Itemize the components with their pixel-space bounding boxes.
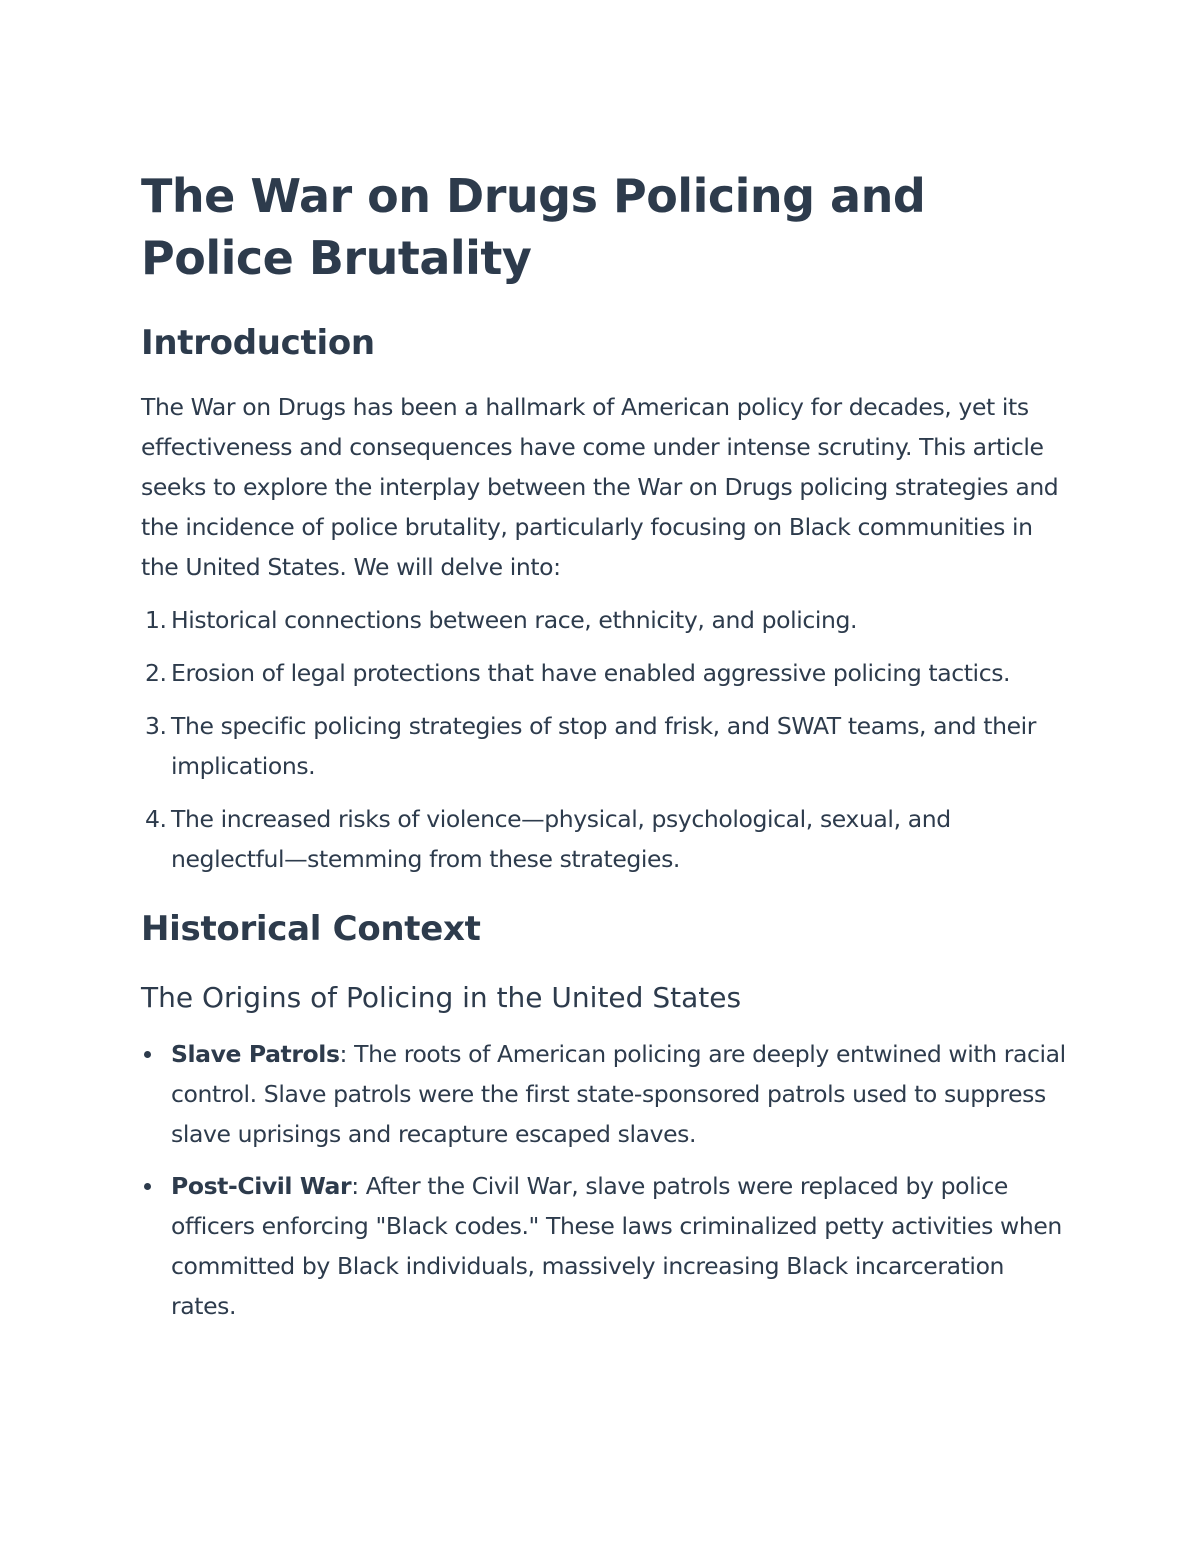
list-item-text: Historical connections between race, ethnicity, and policing. bbox=[171, 606, 858, 634]
list-number: 1. bbox=[145, 606, 167, 634]
list-item-text: The increased risks of violence—physical, psychological, sexual, and neglectful—stemming from these strategies. bbox=[171, 805, 951, 873]
historical-context-heading: Historical Context bbox=[141, 909, 481, 949]
list-item bbox=[141, 1034, 1070, 1154]
list-number: 4. bbox=[145, 805, 167, 833]
list-item-text: The specific policing strategies of stop and frisk, and SWAT teams, and their implications. bbox=[171, 712, 1037, 780]
list-number: 3. bbox=[145, 712, 167, 740]
bullet-term: Slave Patrols bbox=[171, 1040, 340, 1068]
introduction-numbered-list bbox=[141, 600, 1070, 879]
bullet-text: : After the Civil War, slave patrols were replaced by police officers enforcing "Black codes." These laws criminalized petty activities when committed by Black individuals, massively increasing Black incarceration rates. bbox=[171, 1172, 1062, 1320]
bullet-text: : The roots of American policing are deeply entwined with racial control. Slave patrols were the first state-sponsored patrols used to suppress slave uprisings and recapture escaped slaves. bbox=[171, 1040, 1066, 1148]
list-item-text: Erosion of legal protections that have enabled aggressive policing tactics. bbox=[171, 659, 1011, 687]
list-item bbox=[141, 1166, 1070, 1326]
origins-subheading: The Origins of Policing in the United States bbox=[141, 981, 742, 1014]
list-item bbox=[141, 653, 1070, 693]
introduction-heading: Introduction bbox=[141, 323, 375, 363]
list-item bbox=[141, 706, 1070, 786]
bullet-term: Post-Civil War bbox=[171, 1172, 352, 1200]
page-title: The War on Drugs Policing and Police Brutality bbox=[141, 169, 926, 285]
historical-bullet-list bbox=[141, 1034, 1070, 1326]
introduction-paragraph: The War on Drugs has been a hallmark of American policy for decades, yet its effectiveness and consequences have come under intense scrutiny. This article seeks to explore the interplay between the War on Drugs policing strategies and the incidence of police brutality, particularly focusing on Black communities in the United States. We will delve into: bbox=[141, 393, 1059, 581]
list-item bbox=[141, 799, 1070, 879]
bullet-dot-icon bbox=[144, 1051, 151, 1058]
list-item bbox=[141, 600, 1070, 640]
list-number: 2. bbox=[145, 659, 167, 687]
bullet-dot-icon bbox=[144, 1183, 151, 1190]
